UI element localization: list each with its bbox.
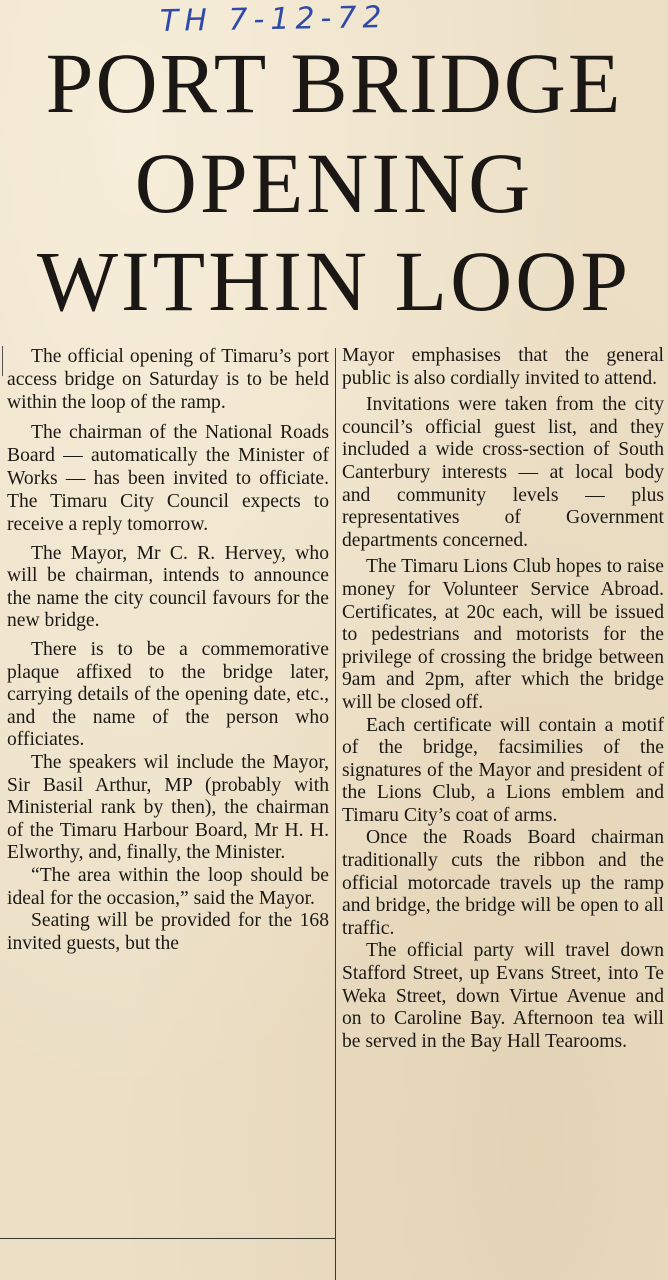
paragraph: The speakers wil include the Mayor, Sir Basil Arthur, MP (probably with Ministerial rank by then), the chairman of the Timaru Harbour Board, Mr H. H. Elworthy, and, finally, the Minister. — [7, 751, 329, 864]
paragraph: The chairman of the National Roads Board — automatically the Minister of Works — has been invited to officiate. The Timaru City Council expects to receive a reply tomorrow. — [7, 421, 329, 536]
paragraph: Seating will be provided for the 168 invited guests, but the — [7, 910, 329, 954]
headline-line-3: WITHIN LOOP — [36, 233, 632, 329]
paragraph: There is to be a commemorative plaque affixed to the bridge later, carrying details of the opening date, etc., and the name of the person who officiates. — [7, 639, 329, 751]
paragraph: The official party will travel down Stafford Street, up Evans Street, into Te Weka Street, down Virtue Avenue and on to Caroline Bay. Afternoon tea will be served in the Bay Hall Tearooms. — [342, 940, 664, 1052]
paragraph: Mayor emphasises that the general public is also cordially invited to attend. — [342, 345, 664, 389]
column-divider — [335, 348, 336, 1280]
left-margin-rule — [2, 346, 3, 376]
paragraph: The official opening of Timaru’s port access bridge on Saturday is to be held within the loop of the ramp. — [7, 346, 329, 414]
paragraph: Each certificate will contain a motif of the bridge, facsimilies of the signatures of the Mayor and president of the Lions Club, a Lions emblem and Timaru City’s coat of arms. — [342, 714, 664, 826]
paragraph: Once the Roads Board chairman traditionally cuts the ribbon and the official motorcade travels up the ramp and bridge, the bridge will be open to all traffic. — [342, 827, 664, 939]
paragraph: “The area within the loop should be ideal for the occasion,” said the Mayor. — [7, 864, 329, 909]
article-column-left — [7, 345, 329, 955]
paragraph: Invitations were taken from the city council’s official guest list, and they included a wide cross-section of South Canterbury interests — at local body and community levels — plus representatives of Government departments concerned. — [342, 394, 664, 551]
handwritten-date-annotation: TH 7-12-72 — [159, 0, 388, 39]
paragraph: The Timaru Lions Club hopes to raise money for Volunteer Service Abroad. Certificates, at 20c each, will be issued to pedestrians and motorists for the privilege of crossing the bridge between 9am and 2pm, after which the bridge will be closed off. — [342, 556, 664, 713]
headline-line-2: OPENING — [134, 135, 534, 231]
paragraph: The Mayor, Mr C. R. Hervey, who will be chairman, intends to announce the name the city council favours for the new bridge. — [7, 542, 329, 632]
article-column-right — [342, 345, 664, 1053]
headline-line-1: PORT BRIDGE — [45, 35, 623, 131]
bottom-rule — [0, 1238, 335, 1239]
